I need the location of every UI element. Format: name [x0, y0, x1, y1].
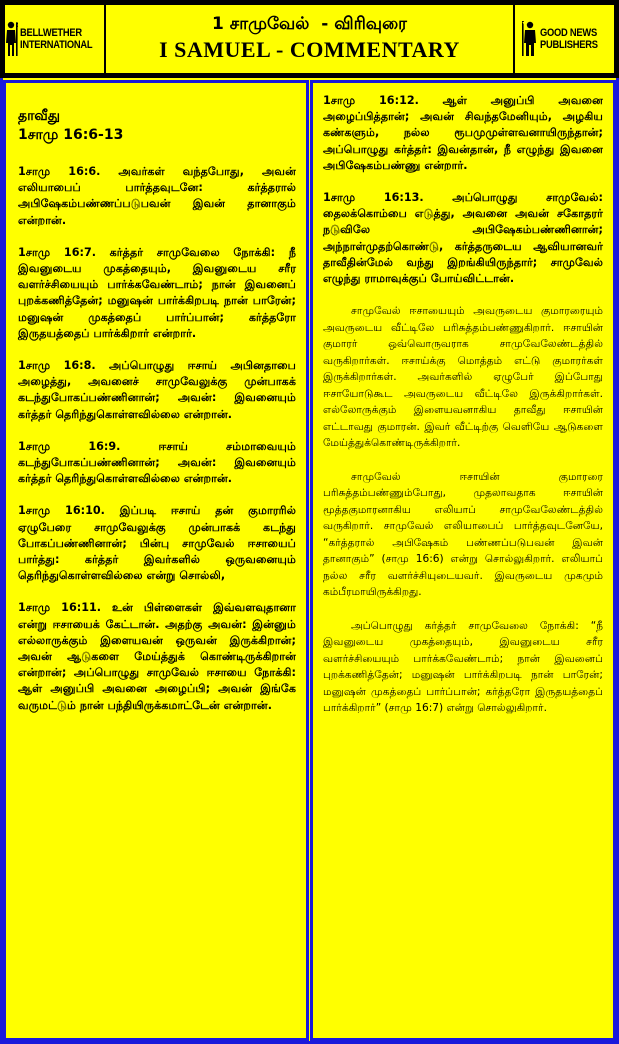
heading-reference: 1சாமு 16:6-13	[18, 127, 124, 143]
verse-paragraph: 1சாமு 16:9. ஈசாய் சம்மாவையும் கடந்துபோகப்பண்ணினான்; அவன்: இவனையும் கர்த்தர் தெரிந்துகொள்ளவில்லை என்றான்.	[18, 439, 296, 486]
section-heading	[18, 107, 296, 145]
title-box	[106, 3, 513, 75]
good-news-logo-text: GOOD NEWS PUBLISHERS	[539, 27, 598, 51]
left-column	[3, 80, 309, 1041]
shepherd-icon	[4, 21, 18, 57]
commentary-paragraph: சாமுவேல் ஈசாயின் குமாரரை பரிசுத்தம்பண்ணும்போது, முதலாவதாக ஈசாயின் மூத்தகுமாரனாகிய எலியாப் சாமுவேலேண்டத்தில் வருகிறார். சாமுவேல் எலியாபைப் பார்த்தவுடனேயே, “கர்த்தரால் அபிஷேகம் பண்ணப்படுபவன் இவன் தானாகும்” (சாமு 16:6) என்று சொல்லுகிறார். எலியாப் நல்ல சரீர வளர்ச்சியுடையவர். இவருடைய முகமும் கம்பீரமாயிருக்கிறது.	[323, 470, 603, 599]
good-news-logo	[513, 3, 616, 75]
right-column	[310, 80, 616, 1041]
bellwether-logo	[3, 3, 106, 75]
verse-paragraph: 1சாமு 16:8. அப்பொழுது ஈசாய் அபினதாபை அழைத்து, அவனைச் சாமுவேலுக்கு முன்பாகக் கடந்துபோகப்பண்ணினான்; அவன்: இவனையும் கர்த்தர் தெரிந்துகொள்ளவில்லை என்றான்.	[18, 359, 296, 421]
commentary-paragraph: அப்பொழுது கர்த்தர் சாமுவேலை நோக்கி: “நீ இவனுடைய முகத்தையும், இவனுடைய சரீர வளர்ச்சியையும் பார்க்கவேண்டாம்; நான் இவனைப் புறக்கணித்தேன்; மனுஷன் பார்க்கிறபடி நான் பாரேன்; மனுஷன் முகத்தைப் பார்ப்பான்; கர்த்தரோ இருதயத்தைப் பார்க்கிறார்” (சாமு 16:7) என்று சொல்லுகிறார்.	[323, 619, 603, 715]
title-tamil: 1 சாமுவேல் - விரிவுரை	[212, 14, 407, 34]
header-banner	[0, 0, 619, 78]
bellwether-logo-text: BELLWETHER INTERNATIONAL	[19, 27, 93, 51]
heading-title: தாவீது	[18, 108, 60, 124]
verse-paragraph: 1சாமு 16:11. உன் பிள்ளைகள் இவ்வளவுதானா என்று ஈசாயைக் கேட்டான். அதற்கு அவன்: இன்னும் எல்லாருக்கும் இளையவன் ஒருவன் இருக்கிறான்; அவன் ஆடுகளை மேய்த்துக் கொண்டிருக்கிறான் என்றான்; அப்பொழுது சாமுவேல் ஈசாயை நோக்கி: ஆள் அனுப்பி அவனை அழைப்பி; அவன் இங்கே வருமட்டும் நான் பந்தியிருக்கமாட்டேன் என்றான்.	[18, 601, 296, 712]
commentary-paragraph: சாமுவேல் ஈசாயையும் அவருடைய குமாரரையும் அவருடைய வீட்டிலே பரிசுத்தம்பண்ணுகிறார். ஈசாயின் குமாரர் ஒவ்வொருவராக சாமுவேலேண்டத்தில் வருகிறார்கள். ஈசாய்க்கு மொத்தம் எட்டு குமாரர்கள் இருக்கிறார்கள். அவர்களில் ஏழுபேர் இப்போது ஈசாயோடுகூட அவருடைய வீட்டிலே இருக்கிறார்கள். எல்லோருக்கும் இளையவனாகிய தாவீது ஈசாயின் எட்டாவது குமாரன். இவர் வீட்டிற்கு வெளியே ஆடுகளை மேய்த்துக்கொண்டிருக்கிறார்.	[323, 305, 603, 450]
verse-paragraph: 1சாமு 16:10. இப்படி ஈசாய் தன் குமாரரில் ஏழுபேரை சாமுவேலுக்கு முன்பாகக் கடந்து போகப்பண்ணினான்; பின்பு சாமுவேல் ஈசாயைப் பார்த்து: கர்த்தர் இவர்களில் ஒருவனையும் தெரிந்துகொள்ளவில்லை என்று சொல்லி,	[18, 504, 296, 583]
verse-paragraph: 1சாமு 16:6. அவர்கள் வந்தபோது, அவன் எலியாபைப் பார்த்தவுடனே: கர்த்தரால் அபிஷேகம்பண்ணப்படுபவன் இவன் தானாகும் என்றான்.	[18, 165, 296, 227]
shepherd-icon	[522, 21, 538, 57]
verse-paragraph: 1சாமு 16:7. கர்த்தர் சாமுவேலை நோக்கி: நீ இவனுடைய முகத்தையும், இவனுடைய சரீர வளர்ச்சியையும் பார்க்கவேண்டாம்; நான் இவனைப் புறக்கணித்தேன்; மனுஷன் பார்க்கிறபடி நான் பாரேன்; மனுஷன் முகத்தைப் பார்ப்பான்; கர்த்தரோ இருதயத்தைப் பார்க்கிறார் என்றார்.	[18, 245, 296, 340]
title-english: I SAMUEL - COMMENTARY	[159, 37, 460, 62]
verse-paragraph: 1சாமு 16:13. அப்பொழுது சாமுவேல்: தைலக்கொம்பை எடுத்து, அவனை அவன் சகோதரர் நடுவிலே அபிஷேகம்பண்ணினான்; அந்நாள்முதற்கொண்டு, கர்த்தருடைய ஆவியானவர் தாவீதின்மேல் வந்து இறங்கியிருந்தார்; சாமுவேல் எழுந்து ராமாவுக்குப் போய்விட்டான்.	[323, 191, 603, 286]
verse-paragraph: 1சாமு 16:12. ஆள் அனுப்பி அவனை அழைப்பித்தான்; அவன் சிவந்தமேனியும், அழகிய கண்களும், நல்ல ரூபமுமுள்ளவனாயிருந்தான்; அப்பொழுது கர்த்தர்: இவன்தான், நீ எழுந்து இவனை அபிஷேகம்பண்ணு என்றார்.	[323, 94, 603, 172]
